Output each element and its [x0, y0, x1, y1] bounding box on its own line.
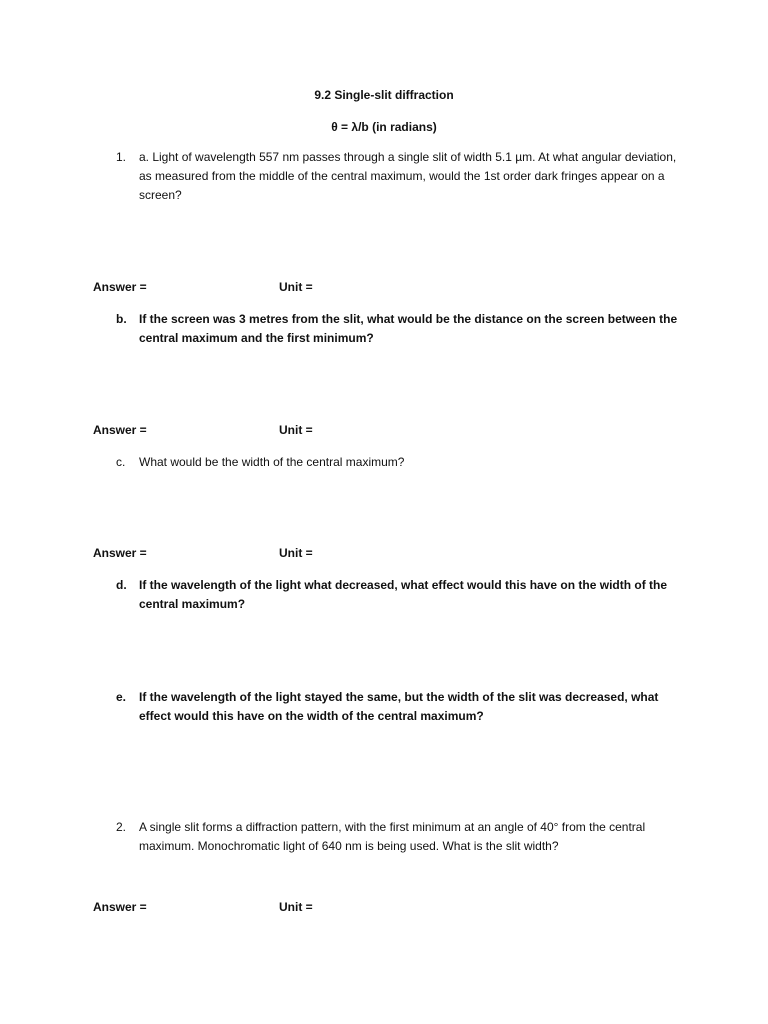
question-1b — [116, 310, 686, 348]
answer-label: Answer = — [93, 546, 147, 560]
question-1a — [116, 148, 686, 205]
question-number: c. — [116, 455, 126, 469]
answer-label: Answer = — [93, 280, 147, 294]
question-text: If the wavelength of the light what decreased, what effect would this have on the width of the central maximum? — [139, 578, 668, 611]
answer-label: Answer = — [93, 423, 147, 437]
answer-label: Answer = — [93, 900, 147, 914]
question-number: 1. — [116, 150, 127, 164]
unit-label: Unit = — [279, 423, 313, 437]
question-text: If the wavelength of the light stayed the same, but the width of the slit was decreased, what effect would this have on the width of the central maximum? — [139, 690, 659, 723]
question-text: If the screen was 3 metres from the slit, what would be the distance on the screen between the central maximum and the first minimum? — [139, 312, 678, 345]
question-1e — [116, 688, 686, 726]
question-number: d. — [116, 578, 127, 592]
question-number: b. — [116, 312, 127, 326]
question-text: What would be the width of the central maximum? — [139, 455, 405, 469]
question-text: A single slit forms a diffraction pattern, with the first minimum at an angle of 40° from the central maximum. Monochromatic light of 640 nm is being used. What is the slit width? — [139, 820, 646, 853]
unit-label: Unit = — [279, 546, 313, 560]
question-1c — [116, 453, 686, 472]
question-1d — [116, 576, 686, 614]
question-number: 2. — [116, 820, 127, 834]
question-2 — [116, 818, 686, 856]
question-text: a. Light of wavelength 557 nm passes through a single slit of width 5.1 µm. At what angular deviation, as measured from the middle of the central maximum, would the 1st order dark fringes appear on a screen? — [139, 150, 677, 202]
formula-heading: θ = λ/b (in radians) — [331, 120, 437, 134]
question-number: e. — [116, 690, 127, 704]
unit-label: Unit = — [279, 900, 313, 914]
unit-label: Unit = — [279, 280, 313, 294]
section-title: 9.2 Single-slit diffraction — [314, 88, 454, 102]
